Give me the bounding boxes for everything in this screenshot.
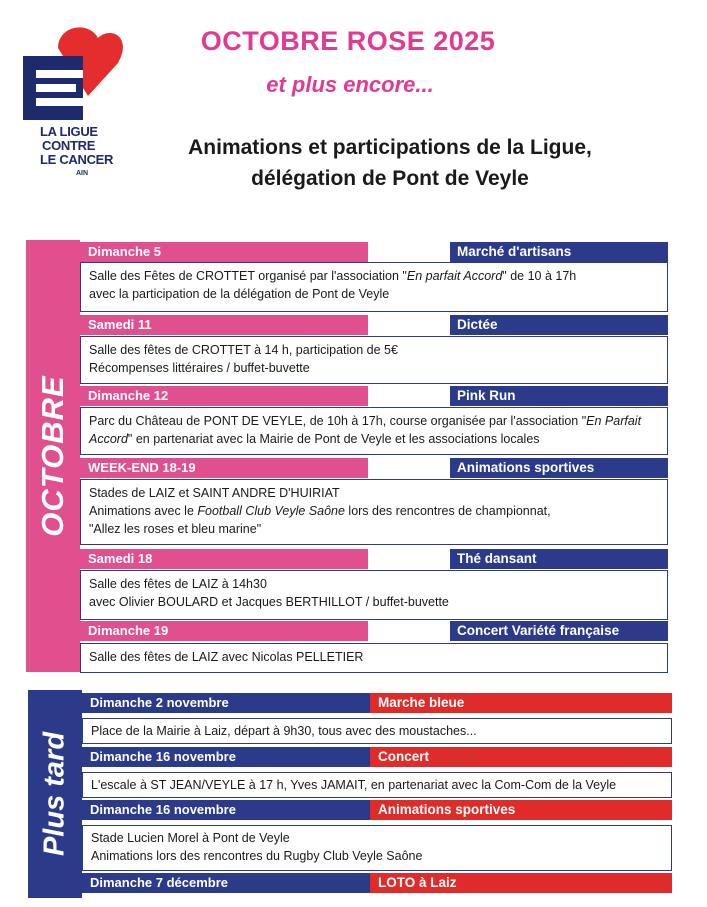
event-day: Dimanche 7 décembre xyxy=(82,873,370,893)
later-details-3: Stade Lucien Morel à Pont de Veyle Animations lors des rencontres du Rugby Club Veyle Saône xyxy=(82,825,672,871)
logo-line-3: LE CANCER xyxy=(40,152,114,167)
event-title: Marché d'artisans xyxy=(450,242,668,262)
later-bar-2 xyxy=(82,747,672,767)
heart-logo-icon xyxy=(18,18,128,138)
event-day: Samedi 11 xyxy=(80,315,368,335)
event-bar-3 xyxy=(80,386,668,406)
event-title: Animations sportives xyxy=(450,458,668,478)
event-title: Thé dansant xyxy=(450,549,668,569)
event-title: Marche bleue xyxy=(370,693,672,713)
event-bar-6 xyxy=(80,621,668,641)
logo-region: AIN xyxy=(76,170,89,177)
logo-line-2: CONTRE xyxy=(42,138,96,153)
logo-line-1: LA LIGUE xyxy=(40,124,98,139)
event-day: Dimanche 19 xyxy=(80,621,368,641)
october-side-label: OCTOBRE xyxy=(35,375,70,537)
later-details-1: Place de la Mairie à Laiz, départ à 9h30, tous avec des moustaches... xyxy=(82,718,672,744)
event-details-5: Salle des fêtes de LAIZ à 14h30 avec Olivier BOULARD et Jacques BERTHILLOT / buffet-buvette xyxy=(80,570,668,620)
event-details-1: Salle des Fêtes de CROTTET organisé par l'association "En parfait Accord" de 10 à 17h avec la participation de la délégation de Pont de Veyle xyxy=(80,262,668,312)
heading-line-1: Animations et participations de la Ligue, xyxy=(188,136,592,159)
event-day: Dimanche 2 novembre xyxy=(82,693,370,713)
event-title: LOTO à Laiz xyxy=(370,873,672,893)
event-day: Dimanche 12 xyxy=(80,386,368,406)
later-bar-3 xyxy=(82,800,672,820)
event-day: Dimanche 16 novembre xyxy=(82,800,370,820)
heading-line-2: délégation de Pont de Veyle xyxy=(251,167,529,190)
page-title: OCTOBRE ROSE 2025 xyxy=(200,26,496,56)
event-title: Animations sportives xyxy=(370,800,672,820)
later-details-2: L'escale à ST JEAN/VEYLE à 17 h, Yves JAMAIT, en partenariat avec la Com-Com de la Veyle xyxy=(82,772,672,798)
event-bar-1 xyxy=(80,242,668,262)
event-details-6: Salle des fêtes de LAIZ avec Nicolas PELLETIER xyxy=(80,643,668,673)
later-bar-1 xyxy=(82,693,672,713)
event-day: Samedi 18 xyxy=(80,549,368,569)
event-bar-5 xyxy=(80,549,668,569)
event-title: Pink Run xyxy=(450,386,668,406)
event-bar-2 xyxy=(80,315,668,335)
event-day: WEEK-END 18-19 xyxy=(80,458,368,478)
ligue-logo xyxy=(18,18,128,178)
page-subtitle: et plus encore... xyxy=(266,72,434,97)
page-heading xyxy=(120,132,660,194)
later-bar-4 xyxy=(82,873,672,893)
event-details-3: Parc du Château de PONT DE VEYLE, de 10h à 17h, course organisée par l'association "En Parfait Accord" en partenariat avec la Mairie de Pont de Veyle et les associations locales xyxy=(80,407,668,455)
handwritten-note: à 16 h xyxy=(435,750,476,765)
event-title: Concert à 16 h xyxy=(370,747,672,767)
event-day: Dimanche 5 xyxy=(80,242,368,262)
event-title: Concert Variété française xyxy=(450,621,668,641)
event-details-2: Salle des fêtes de CROTTET à 14 h, participation de 5€ Récompenses littéraires / buffet-buvette xyxy=(80,336,668,384)
event-bar-4 xyxy=(80,458,668,478)
event-title: Dictée xyxy=(450,315,668,335)
later-side-label: Plus tard xyxy=(38,731,71,857)
event-day: Dimanche 16 novembre xyxy=(82,747,370,767)
event-details-4: Stades de LAIZ et SAINT ANDRE D'HUIRIAT Animations avec le Football Club Veyle Saône lors des rencontres de championnat, "Allez les roses et bleu marine" xyxy=(80,479,668,545)
